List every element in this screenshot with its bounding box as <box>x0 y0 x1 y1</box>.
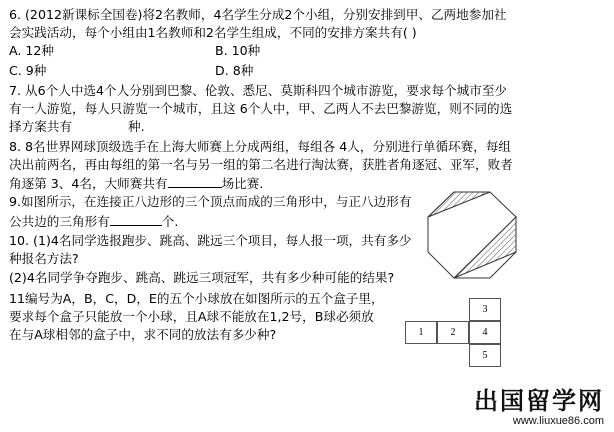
q11-stem-line2: 要求每个盒子只能放一个小球，且A球不能放在1,2号，B球必须放 <box>9 309 374 324</box>
q10-part1-line1: 10. (1)4名同学选报跑步、跳高、跳远三个项目，每人报一项，共有多少 <box>9 233 412 248</box>
watermark-site-name: 出国留学网 <box>474 387 604 415</box>
q8-text-before-blank: 角逐第 3、4名，大师赛共有 <box>9 176 168 191</box>
bottom-shaded-triangle <box>454 217 516 278</box>
q8-stem-line1: 8. 8名世界网球顶级选手在上海大师赛上分成两组，每组各 4人，分别进行单循环赛，每组 <box>9 139 512 154</box>
q6-stem-line1: 6. (2012新课标全国卷)将2名教师，4名学生分成2个小组，分别安排到甲、乙两地参加社 <box>9 7 507 22</box>
q8-stem-line3 <box>9 175 263 191</box>
q7-stem-line1: 7. 从6个人中选4个人分别到巴黎、伦敦、悉尼、莫斯科四个城市游览，要求每个城市至少 <box>9 83 508 98</box>
octagon-figure <box>424 190 520 280</box>
q6-option-a: A. 12种 <box>9 43 55 58</box>
q10-part2-line: (2)4名同学争夺跑步、跳高、跳远三项冠军，共有多少种可能的结果? <box>9 270 395 285</box>
q8-answer-blank <box>168 175 222 188</box>
q7-stem-line3 <box>9 119 145 134</box>
site-watermark <box>474 387 604 428</box>
q8-text-after-blank: 场比赛. <box>221 176 264 191</box>
q11-stem-line3: 在与A球相邻的盒子中，求不同的放法有多少种? <box>9 327 277 342</box>
q8-stem-line2: 决出前两名，再由每组的第一名与另一组的第二名进行淘汰赛，获胜者角逐冠、亚军，败者 <box>9 157 513 172</box>
q7-text-before-blank: 择方案共有 <box>9 119 72 134</box>
q6-option-b: B. 10种 <box>215 43 261 58</box>
q9-stem-line2 <box>9 213 178 229</box>
top-shaded-triangle <box>428 192 490 217</box>
q9-stem-line1: 9.如图所示，在连接正八边形的三个顶点而成的三角形中，与正八边形有 <box>9 194 412 209</box>
q9-text-before-blank: 公共边的三角形有 <box>9 214 110 229</box>
q7-stem-line2: 有一人游览，每人只游览一个城市，且这 6个人中，甲、乙两人不去巴黎游览，则不同的选 <box>9 101 513 116</box>
box-1: 1 <box>405 321 437 344</box>
box-3: 3 <box>469 298 501 321</box>
q9-text-after-blank: 个. <box>161 214 179 229</box>
q7-text-after-blank: 种. <box>127 119 145 134</box>
q6-stem-line2: 会实践活动，每个小组由1名教师和2名学生组成，不同的安排方案共有( ) <box>9 25 417 40</box>
watermark-url: www.liuxue86.com <box>512 415 604 427</box>
box-5: 5 <box>469 344 501 367</box>
q9-answer-blank <box>110 213 162 226</box>
box-4: 4 <box>469 321 501 344</box>
q10-part1-line2: 种报名方法? <box>9 251 79 266</box>
q7-answer-blank <box>72 119 128 131</box>
box-2: 2 <box>437 321 469 344</box>
q6-option-d: D. 8种 <box>215 63 254 78</box>
q11-stem-line1: 11编号为A，B，C，D，E的五个小球放在如图所示的五个盒子里， <box>9 291 384 306</box>
q6-option-c: C. 9种 <box>9 63 47 78</box>
